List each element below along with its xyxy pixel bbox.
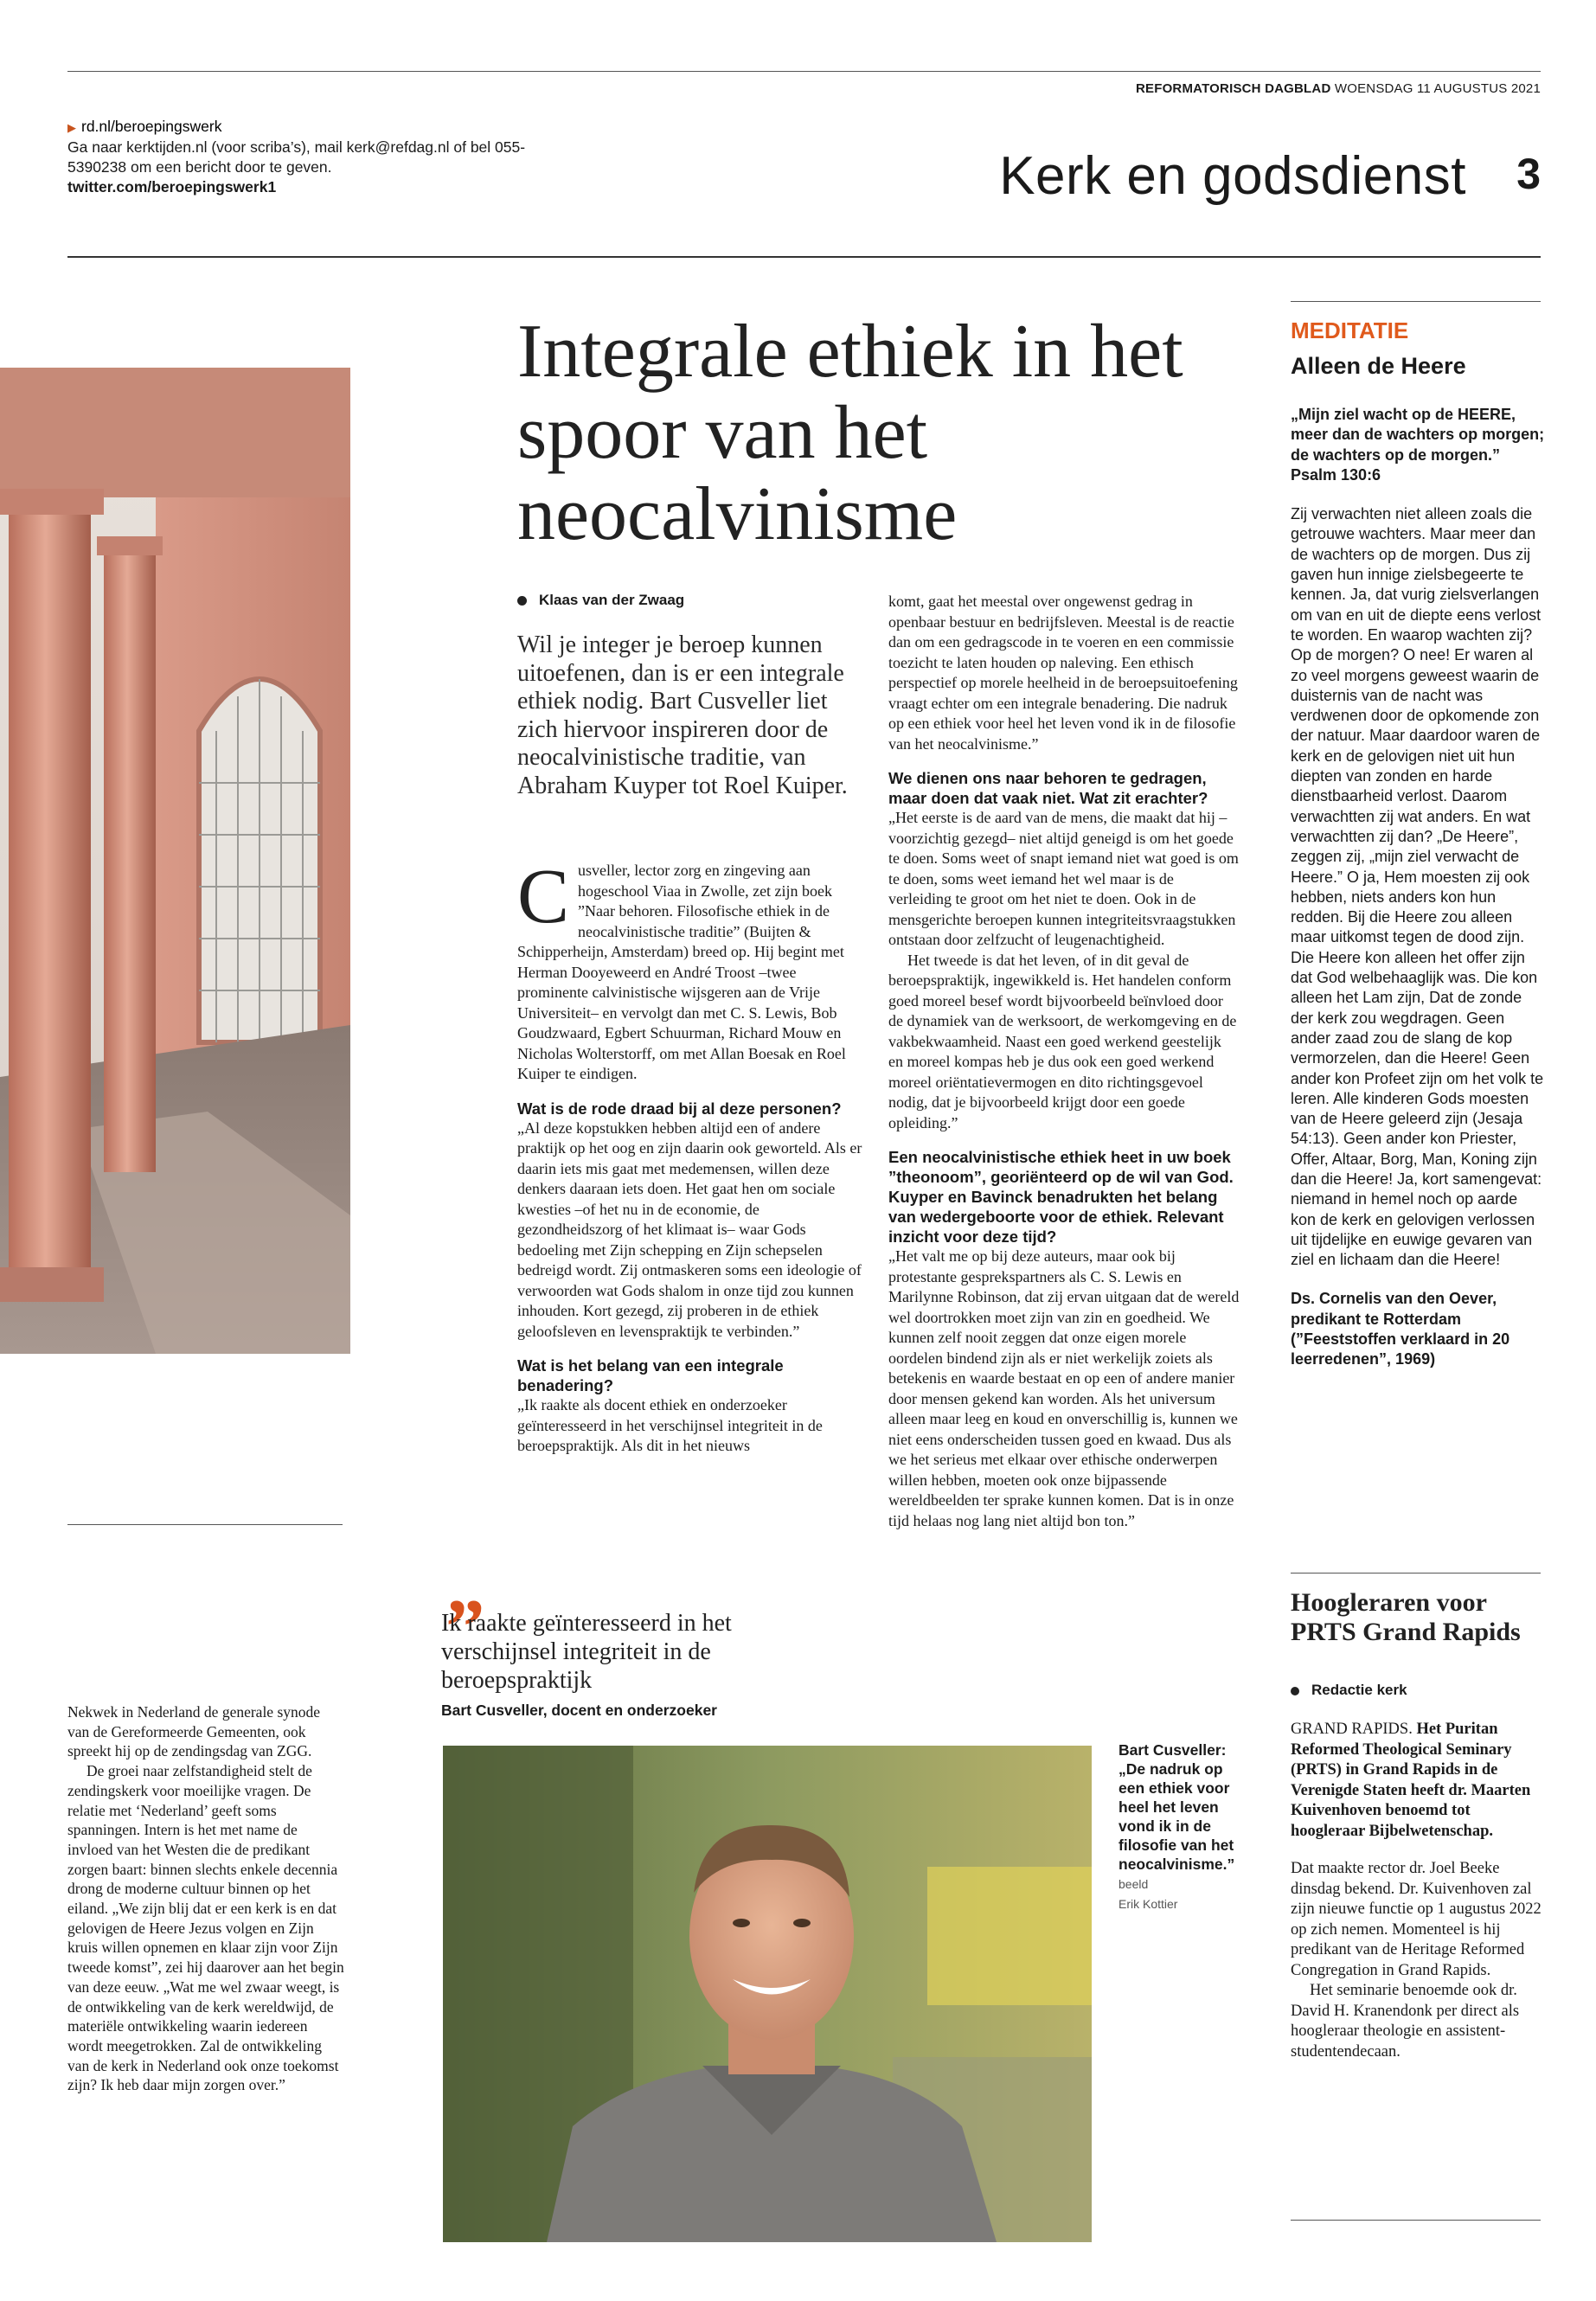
left-story: [67, 1702, 344, 2095]
interview-answer: „Al deze kopstukken hebben altijd een of andere praktijk op het oog en zijn daarin ook geworteld. Als er daarin iets mis gaat met medemensen, willen deze denkers daaraan iets doen. Het gaat hen om sociale kwesties –of het nu in de economie, de gezondheidszorg of het klimaat is– waar Gods bedoeling met Zijn schepping en Zijn schepselen bedreigd wordt. Zij ontmaskeren soms een ideologie of verwoorden wat Gods shalom in onze tijd zou kunnen inhouden. Kort gezegd, zij proberen in de ethiek geloofsleven en levenspraktijk te verbinden.”: [517, 1118, 862, 1340]
interview-answer: „Het eerste is de aard van de mens, die maakt dat hij –voorzichtig gezegd– niet altijd geneigd is om het goede te doen. Soms weet of snapt iemand niet wat goed is om te doen, soms weet iemand het wel maar is de verleiding te groot om het niet te doen. Ook in de mensgerichte beroepen kunnen integriteitsvraagstukken ontstaan door zelfzucht of leugenachtigheid.: [888, 809, 1239, 948]
drop-cap: C: [517, 854, 570, 939]
interview-answer: „Ik raakte als docent ethiek en onderzoeker geïnteresseerd in het verschijnsel integriteit in de beroepspraktijk. Als dit in het nieuws: [517, 1396, 823, 1454]
prts-paragraph: Het seminarie benoemde ook dr. David H. Kranendonk per direct als hoogleraar theologie en assistent-studentendecaan.: [1291, 1982, 1520, 2061]
caption-credit: Erik Kottier: [1118, 1897, 1178, 1911]
prts-paragraph: Dat maakte rector dr. Joel Beeke dinsdag bekend. Dr. Kuivenhoven zal zijn nieuwe functie op 1 augustus 2022 op zich nemen. Momenteel is hij predikant van de Heritage Reformed Congregation in Grand Rapids.: [1291, 1860, 1542, 1979]
page-number: 3: [1516, 150, 1541, 198]
pull-quote: Ik raakte geïnteresseerd in het verschijnsel integriteit in de beroepspraktijk: [441, 1610, 732, 1694]
article-intro: Wil je integer je beroep kunnen uitoefenen, dan is er een integrale ethiek nodig. Bart Cusveller liet zich hiervoor inspireren door de neocalvinistische traditie, van Abraham Kuyper tot Roel Kuiper.: [517, 631, 848, 799]
caption-text: Bart Cusveller: „De nadruk op een ethiek voor heel het leven vond ik in de filosofie van het neocalvinisme.”: [1118, 1741, 1235, 1873]
article-byline: [517, 592, 684, 609]
interview-question: We dienen ons naar behoren te gedragen, maar doen dat vaak niet. Wat zit erachter?: [888, 769, 1208, 807]
interview-question: Wat is de rode draad bij al deze personen?: [517, 1099, 842, 1118]
bullet-icon: [1291, 1687, 1299, 1695]
pull-quote-attribution: Bart Cusveller, docent en onderzoeker: [441, 1702, 717, 1719]
dateline: GRAND RAPIDS.: [1291, 1721, 1413, 1738]
prts-story: [1291, 1720, 1545, 2062]
newspaper-name: REFORMATORISCH DAGBLAD: [1135, 81, 1331, 96]
meditation-rule: [1291, 301, 1541, 302]
bullet-icon: [517, 596, 527, 606]
issue-date: WOENSDAG 11 AUGUSTUS 2021: [1334, 81, 1541, 96]
section-title: Kerk en godsdienst: [999, 146, 1466, 206]
byline-name: Klaas van der Zwaag: [539, 592, 685, 608]
byline-name: Redactie kerk: [1311, 1682, 1407, 1698]
info-text: Ga naar kerktijden.nl (voor scriba’s), mail kerk@refdag.nl of bel 055-5390238 om een bericht door te geven.: [67, 138, 526, 176]
colonnade-photo: [0, 368, 350, 1354]
masthead: [1136, 81, 1541, 96]
meditation-label: MEDITATIE: [1291, 317, 1409, 343]
interview-answer: komt, gaat het meestal over ongewenst gedrag in openbaar bestuur en bedrijfsleven. Meestal is de reactie dan om een gedragscode in te voeren en een commissie toezicht te laten houden op naleving. Een ethisch perspectief op morele heelheid in de beroepsuitoefening vraagt echter om een integrale benadering. Die nadruk op een ethiek voor heel het leven vond ik in de filosofie van het neocalvinisme.”: [888, 593, 1238, 753]
meditation-verse: [1291, 405, 1545, 485]
meditation-body: [1291, 405, 1545, 1370]
prts-byline: [1291, 1682, 1407, 1699]
prts-headline: Hoogleraren voor PRTS Grand Rapids: [1291, 1588, 1521, 1646]
twitter-link[interactable]: twitter.com/beroepingswerk1: [67, 178, 277, 195]
top-rule: [67, 71, 1541, 72]
interview-question: Wat is het belang van een integrale benadering?: [517, 1356, 784, 1394]
left-story-rule: [67, 1524, 343, 1525]
interview-answer: Het tweede is dat het leven, of in dit geval de beroepspraktijk, ingewikkeld is. Het handelen conform goed moreel besef wordt bijvoorbeeld beïnvloed door de dynamiek van de werksoort, de werkomgeving en de vakbekwaamheid. Naast een goed werkend geestelijk en moreel kompas heb je dus ook een goed werkend moreel oriëntatievermogen en dito richtingsgevoel nodig, dat je bijvoorbeeld krijgt door een goede opleiding.”: [888, 951, 1237, 1131]
portrait-photo: [443, 1746, 1092, 2242]
meditation-signature: Ds. Cornelis van den Oever, predikant te Rotterdam (”Feeststoffen verklaard in 20 leerredenen”, 1969): [1291, 1290, 1510, 1368]
arrow-right-icon: ▶: [67, 121, 76, 134]
info-link[interactable]: rd.nl/beroepingswerk: [81, 118, 222, 135]
meditation-title: Alleen de Heere: [1291, 353, 1466, 379]
photo-caption: [1118, 1740, 1248, 1913]
prts-lead: Het Puritan Reformed Theological Seminary (PRTS) in Grand Rapids in de Verenigde Staten heeft dr. Maarten Kuivenhoven benoemd tot hoogleraar Bijbelwetenschap.: [1291, 1721, 1531, 1840]
caption-credit-label: beeld: [1118, 1877, 1149, 1891]
interview-answer: „Het valt me op bij deze auteurs, maar ook bij protestante gesprekspartners als C. S. Lewis en Marilynne Robinson, dat zij ervan uitgaan dat de wereld wel doortrokken moet zijn van zin en goedheid. We kunnen zelf nooit zeggen dat onze eigen morele oordelen bindend zijn als er niet werkelijk zoiets als betekenis en waarde bestaat en op een of andere manier door mensen gekend kan worden. Als het universum alleen maar leeg en koud en onverschillig is, kunnen we niet eens onderscheiden tussen goed en kwaad. Dus als we het serieus met elkaar over ethische onderwerpen willen hebben, moeten ook onze bijpassende wereldbeelden ter sprake kunnen komen. Dat is in onze tijd helaas nog lang niet altijd bon ton.”: [888, 1247, 1240, 1529]
article-column-1: [517, 854, 867, 1457]
left-story-paragraph: De groei naar zelfstandigheid stelt de zendingskerk voor moeilijke vragen. De relatie met ‘Nederland’ geeft soms spanningen. Intern is het met name de invloed van het Westen die de predikant zorgen baart: binnen slechts enkele decennia drong de moderne cultuur binnen op het eiland. „We zijn blij dat er een kerk is en dat gelovigen de Heere Jezus volgen en Zijn kruis willen opnemen en klaar zijn voor Zijn tweede komst”, zei hij daarover aan het begin van deze eeuw. „Wat me wel zwaar weegt, is de ontwikkeling van de kerk wereldwijd, de materiële ontwikkeling waarin iedereen wordt meegetrokken. Zal de ontwikkeling van de kerk in Nederland ook onze toekomst zijn? Ik heb daar mijn zorgen over.”: [67, 1762, 344, 2094]
prts-rule: [1291, 1573, 1541, 1574]
bottom-rule: [1291, 2220, 1541, 2221]
quote-mark-icon: „: [446, 1544, 485, 1630]
verse-reference: Psalm 130:6: [1291, 465, 1381, 484]
interview-question: Een neocalvinistische ethiek heet in uw boek ”theonoom”, georiënteerd op de wil van God. Kuyper en Bavinck benadrukten het belang van wedergeboorte voor de ethiek. Relevant inzicht voor deze tijd?: [888, 1148, 1234, 1246]
left-story-paragraph: Nekwek in Nederland de generale synode van de Gereformeerde Gemeenten, ook spreekt hij op de zendingsdag van ZGG.: [67, 1703, 321, 1760]
article-column-2: [888, 592, 1240, 1531]
article-headline: Integrale ethiek in het spoor van het neocalvinisme: [517, 310, 1183, 556]
header-rule: [67, 256, 1541, 258]
info-box: [67, 117, 552, 197]
meditation-text: Zij verwachten niet alleen zoals die getrouwe wachters. Maar meer dan de wachters op de morgen. Dus zij gaven hun innige zielsbegeerte te kennen. Ja, dat vurig zielsverlangen om van en uit de diepte eens verlost te worden. En waarop wachten zij? Op de morgen? O nee! Er waren al zo veel morgens geweest waarin de duisternis van de nacht was verdwenen door de opkomende zon der natuur. Maar daardoor waren de kerk en de gelovigen niet uit hun diepten van zonden en harde dienstbaarheid verlost. Daarom verwachtten zij wat anders. En wat verwachtten zij dan? „De Heere”, zeggen zij, „mijn ziel verwacht de Heere.” O ja, Hem moesten zij ook hebben, niets anders kon hun redden. Bij die Heere zou alleen maar uitkomst tegen de dood zijn. Die Heere kon alleen het offer zijn dat God welbehaaglijk was. Die kon alleen het Lam zijn, Dat de zonde der kerk zou wegdragen. Geen ander zaad zou de slang de kop vermorzelen, dan die Heere! Geen ander kon Profeet zijn om het volk te leren. Alle kinderen Gods moesten van de Heere geleerd zijn (Jesaja 54:13). Geen ander kon Priester, Offer, Altaar, Borg, Man, Koning zijn dan die Heere! Ja, kort samengevat: niemand in hemel noch op aarde kon de kerk en gelovigen verlossen uit tijdelijke en euwige gevaren van ziel en lichaam dan die Heere!: [1291, 505, 1544, 1269]
article-paragraph: usveller, lector zorg en zingeving aan hogeschool Viaa in Zwolle, zet zijn boek ”Naar behoren. Filosofische ethiek in de neocalvinistische traditie” (Buijten & Schipperheijn, Amsterdam) breed op. Hij begint met Herman Dooyeweerd en André Troost –twee prominente calvinistische wijsgeren aan de Vrije Universiteit– en vervolgt dan met C. S. Lewis, Bob Goudzwaard, Egbert Schuurman, Richard Mouw en Nicholas Wolterstorff, om met Allan Boesak en Roel Kuiper te eindigen.: [517, 862, 846, 1082]
verse-text: „Mijn ziel wacht op de HEERE, meer dan de wachters op morgen; de wachters op de morgen.”: [1291, 406, 1545, 464]
